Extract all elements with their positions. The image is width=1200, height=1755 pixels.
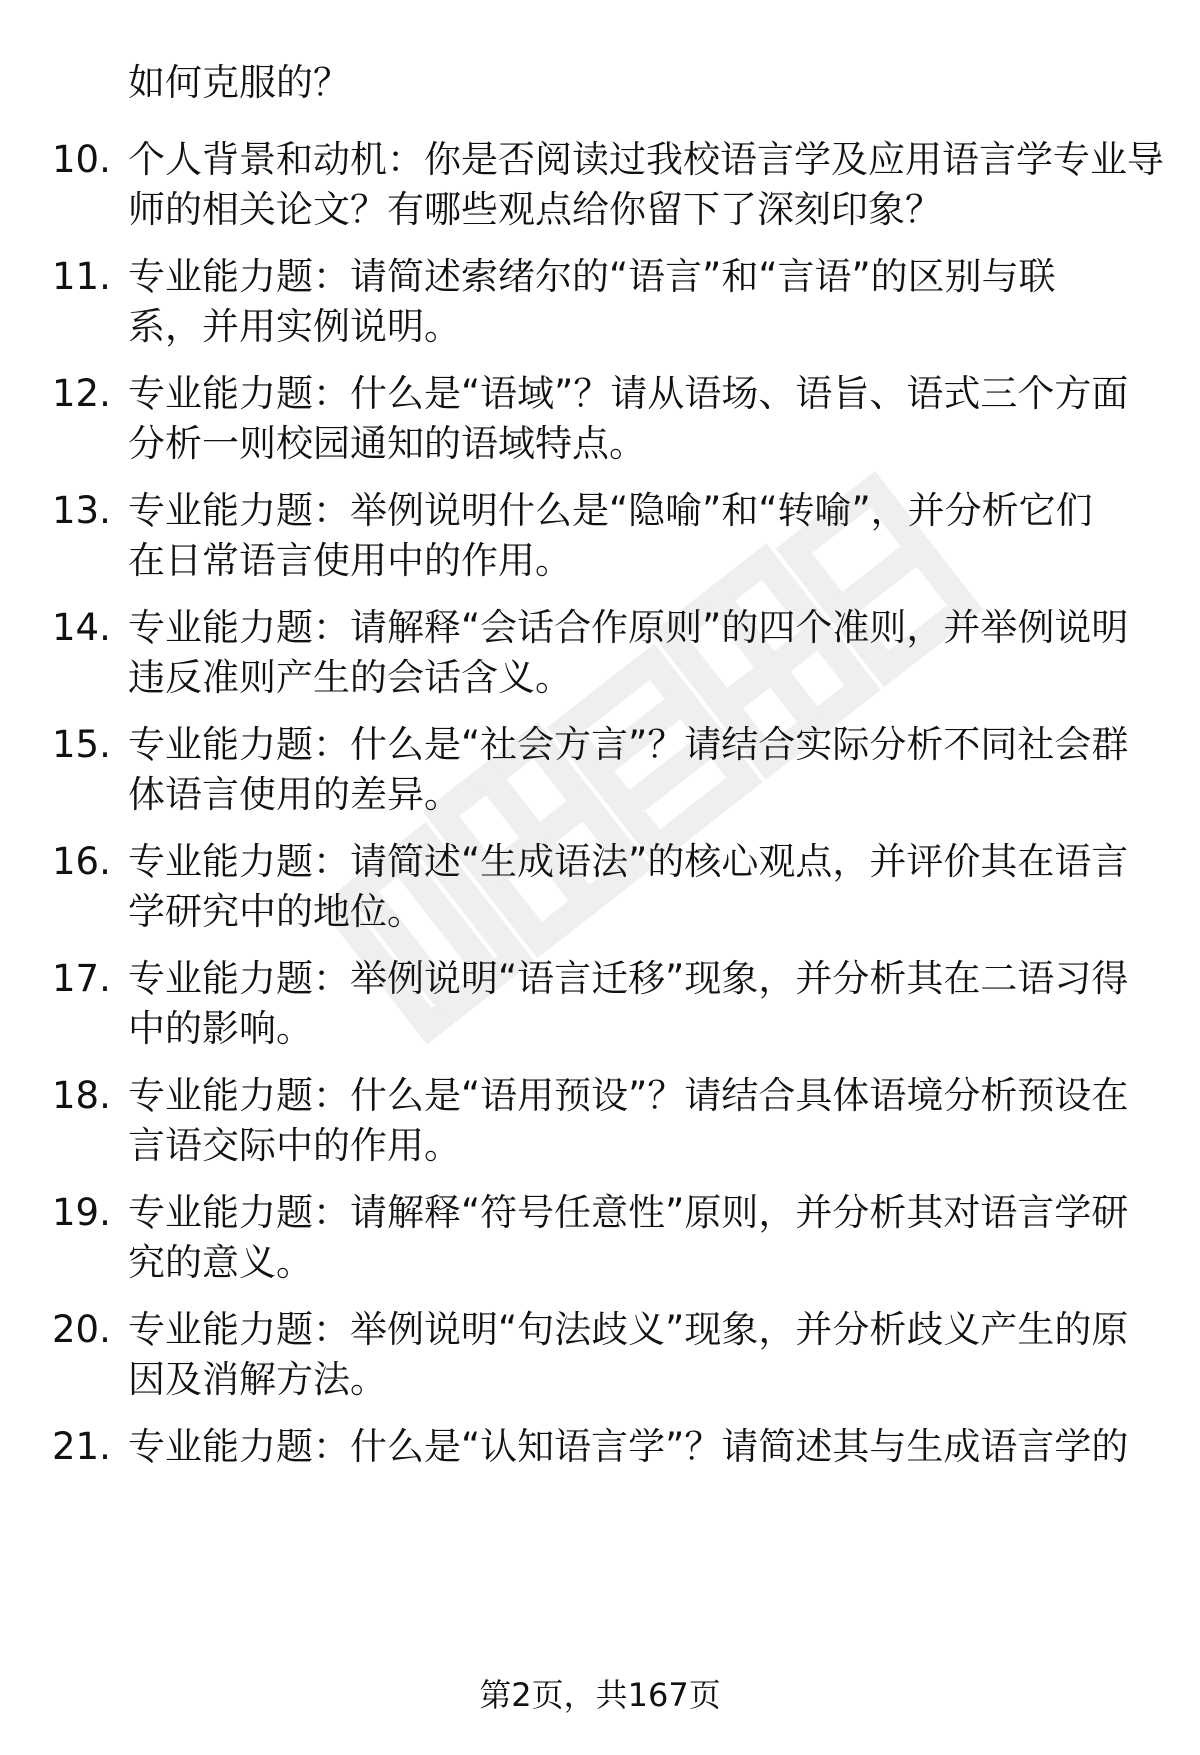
question-number: 13. (52, 489, 111, 532)
question-text-line: 专业能力题：举例说明“语言迁移”现象，并分析其在二语习得 (128, 957, 1129, 1000)
question-text-line: 专业能力题：请解释“符号任意性”原则，并分析其对语言学研 (128, 1191, 1129, 1234)
question-text-line: 专业能力题：请简述“生成语法”的核心观点，并评价其在语言 (128, 840, 1129, 883)
question-text-line: 专业能力题：举例说明“句法歧义”现象，并分析歧义产生的原 (128, 1308, 1129, 1351)
question-text-line: 学研究中的地位。 (128, 890, 424, 933)
question-text-line: 究的意义。 (128, 1241, 313, 1284)
question-text-line: 因及消解方法。 (128, 1358, 387, 1401)
question-number: 21. (52, 1425, 111, 1468)
question-text-line: 分析一则校园通知的语域特点。 (128, 422, 646, 465)
question-text-line: 专业能力题：什么是“语用预设”？请结合具体语境分析预设在 (128, 1074, 1129, 1117)
question-number: 15. (52, 723, 111, 766)
question-text-line: 个人背景和动机：你是否阅读过我校语言学及应用语言学专业导 (128, 138, 1164, 181)
question-number: 14. (52, 606, 111, 649)
question-text-line: 系，并用实例说明。 (128, 305, 461, 348)
question-text-line: 专业能力题：举例说明什么是“隐喻”和“转喻”，并分析它们 (128, 489, 1093, 532)
question-number: 19. (52, 1191, 111, 1234)
question-number: 11. (52, 255, 111, 298)
continued-question-text: 如何克服的？ (128, 61, 350, 104)
question-text-line: 在日常语言使用中的作用。 (128, 539, 572, 582)
question-number: 12. (52, 372, 111, 415)
question-text-line: 体语言使用的差异。 (128, 773, 461, 816)
page-footer: 第2页，共167页 (479, 1676, 721, 1714)
question-text-line: 专业能力题：什么是“认知语言学”？请简述其与生成语言学的 (128, 1425, 1129, 1468)
question-text-line: 违反准则产生的会话含义。 (128, 656, 572, 699)
question-text-line: 专业能力题：请简述索绪尔的“语言”和“言语”的区别与联 (128, 255, 1056, 298)
question-number: 18. (52, 1074, 111, 1117)
question-text-line: 专业能力题：请解释“会话合作原则”的四个准则，并举例说明 (128, 606, 1129, 649)
question-text-line: 专业能力题：什么是“语域”？请从语场、语旨、语式三个方面 (128, 372, 1129, 415)
question-number: 17. (52, 957, 111, 1000)
question-number: 16. (52, 840, 111, 883)
question-text-line: 中的影响。 (128, 1007, 313, 1050)
question-text-line: 师的相关论文？有哪些观点给你留下了深刻印象？ (128, 188, 942, 231)
question-number: 20. (52, 1308, 111, 1351)
question-number: 10. (52, 138, 111, 181)
question-text-line: 言语交际中的作用。 (128, 1124, 461, 1167)
question-text-line: 专业能力题：什么是“社会方言”？请结合实际分析不同社会群 (128, 723, 1129, 766)
